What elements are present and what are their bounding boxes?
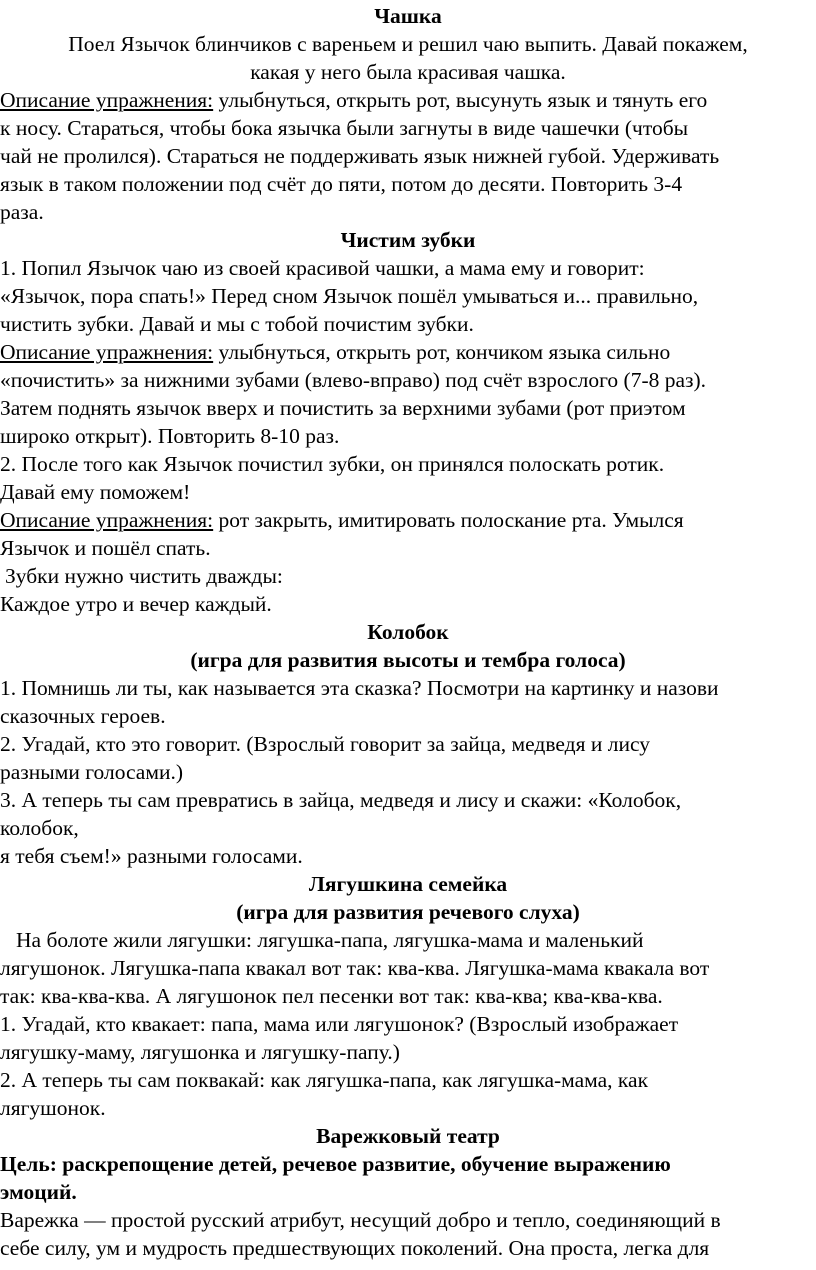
section-subtitle-kolobok: (игра для развития высоты и тембра голоса) [190,648,626,672]
mitten-text-line: Варежка — простой русский атрибут, несущий добро и тепло, соединяющий в [0,1208,721,1232]
teeth-description-line [0,338,816,366]
section-title-kolobok: Колобок [367,620,449,644]
frogs-text-line: лягушку-маму, лягушонка и лягушку-папу.) [0,1040,400,1064]
teeth-description-line: широко открыт). Повторить 8-10 раз. [0,424,340,448]
teeth-poem-line: Зубки нужно чистить дважды: [5,564,283,588]
teeth-text-line: Давай ему поможем! [0,480,191,504]
kolobok-text-line: 3. А теперь ты сам превратись в зайца, медведя и лису и скажи: «Колобок, [0,788,682,812]
teeth-poem-line: Каждое утро и вечер каждый. [0,592,272,616]
frogs-text-line: 1. Угадай, кто квакает: папа, мама или лягушонок? (Взрослый изображает [0,1012,679,1036]
kolobok-text-line: разными голосами.) [0,760,183,784]
frogs-text-line: так: ква-ква-ква. А лягушонок пел песенки вот так: ква-ква; ква-ква-ква. [0,984,663,1008]
teeth-description-line: Затем поднять язычок вверх и почистить за верхними зубами (рот приэтом [0,396,686,420]
frogs-text-line: лягушонок. Лягушка-папа квакал вот так: ква-ква. Лягушка-мама квакала вот [0,956,710,980]
cup-description-line: чай не пролился). Стараться не поддерживать язык нижней губой. Удерживать [0,144,720,168]
exercise-description-label: Описание упражнения: [0,508,214,532]
cup-intro-line: какая у него была красивая чашка. [250,60,566,84]
exercise-description-label: Описание упражнения: [0,340,214,364]
mitten-goal-line: Цель: раскрепощение детей, речевое развитие, обучение выражению [0,1152,671,1176]
section-title-mitten: Варежковый театр [316,1124,500,1148]
frogs-text-line: 2. А теперь ты сам поквакай: как лягушка-папа, как лягушка-мама, как [0,1068,649,1092]
section-title-cup: Чашка [374,4,442,28]
kolobok-text-line: 1. Помнишь ли ты, как называется эта сказка? Посмотри на картинку и назови [0,676,719,700]
teeth-description-line [0,506,816,534]
mitten-goal-line: эмоций. [0,1180,77,1204]
teeth-description-line: Язычок и пошёл спать. [0,536,211,560]
cup-description-line: язык в таком положении под счёт до пяти, потом до десяти. Повторить 3-4 [0,172,683,196]
teeth-text-line: чистить зубки. Давай и мы с тобой почистим зубки. [0,312,474,336]
teeth-text-line: 1. Попил Язычок чаю из своей красивой чашки, а мама ему и говорит: [0,256,645,280]
cup-description-line: к носу. Стараться, чтобы бока язычка были загнуты в виде чашечки (чтобы [0,116,689,140]
frogs-text-line: На болоте жили лягушки: лягушка-папа, лягушка-мама и маленький [16,928,644,952]
frogs-text-line: лягушонок. [0,1096,106,1120]
teeth-text-line: 2. После того как Язычок почистил зубки, он принялся полоскать ротик. [0,452,665,476]
cup-description-text: улыбнуться, открыть рот, высунуть язык и тянуть его [213,88,708,112]
cup-intro-line: Поел Язычок блинчиков с вареньем и решил чаю выпить. Давай покажем, [68,32,748,56]
kolobok-text-line: сказочных героев. [0,704,166,728]
section-subtitle-frogs: (игра для развития речевого слуха) [236,900,580,924]
mitten-text-line: себе силу, ум и мудрость предшествующих поколений. Она проста, легка для [0,1236,710,1260]
teeth-description-text: улыбнуться, открыть рот, кончиком языка сильно [213,340,671,364]
section-title-teeth: Чистим зубки [340,228,476,252]
cup-description-line: раза. [0,200,44,224]
teeth-description-text: рот закрыть, имитировать полоскание рта. Умылся [213,508,684,532]
exercise-description-label: Описание упражнения: [0,88,214,112]
teeth-description-line: «почистить» за нижними зубами (влево-вправо) под счёт взрослого (7-8 раз). [0,368,707,392]
cup-description-line [0,86,816,114]
section-title-frogs: Лягушкина семейка [308,872,508,896]
kolobok-text-line: колобок, [0,816,79,840]
kolobok-text-line: я тебя съем!» разными голосами. [0,844,303,868]
kolobok-text-line: 2. Угадай, кто это говорит. (Взрослый говорит за зайца, медведя и лису [0,732,650,756]
teeth-text-line: «Язычок, пора спать!» Перед сном Язычок пошёл умываться и... правильно, [0,284,699,308]
